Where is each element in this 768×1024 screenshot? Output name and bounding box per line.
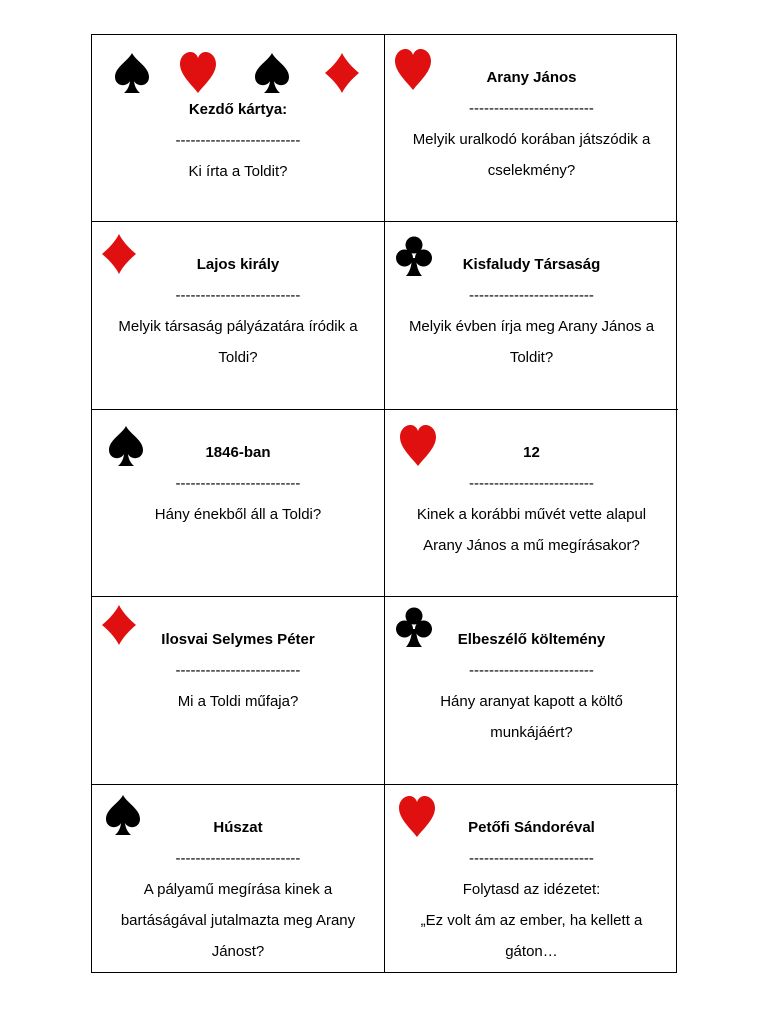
card-answer: Arany János	[486, 69, 577, 86]
card-question-line: munkájáért?	[490, 724, 573, 742]
card-grid	[91, 34, 677, 973]
card	[92, 785, 385, 972]
card	[385, 597, 678, 784]
card-answer: Ilosvai Selymes Péter	[161, 631, 315, 649]
card-question-line: bartáságával jutalmazta meg Arany	[120, 911, 356, 929]
card-question-line: gáton…	[505, 942, 558, 960]
card-question-line: Jánost?	[211, 942, 265, 960]
card-separator: -------------------------	[175, 849, 301, 867]
card-question-line: Arany János a mű megírásakor?	[423, 536, 640, 554]
card-question-line: Folytasd az idézetet:	[462, 880, 601, 898]
card-separator: -------------------------	[175, 474, 301, 492]
card	[92, 222, 385, 409]
card-answer: 1846-ban	[205, 443, 271, 461]
card-separator: -------------------------	[469, 287, 594, 305]
card-question-line: Melyik évben írja meg Arany János a	[408, 318, 655, 336]
suit-row	[92, 51, 384, 97]
spade-icon	[252, 51, 292, 95]
card-answer: Húszat	[213, 818, 263, 836]
card-question-line: Hány énekből áll a Toldi?	[154, 505, 322, 523]
card-question-line: Mi a Toldi műfaja?	[177, 693, 299, 711]
diamond-icon	[322, 51, 362, 95]
card-separator: -------------------------	[175, 132, 301, 149]
spade-icon	[112, 51, 152, 95]
card-answer: Lajos király	[196, 256, 280, 274]
card-answer: Petőfi Sándoréval	[468, 818, 595, 836]
card-question-line: Melyik társaság pályázatára íródik a	[118, 318, 358, 336]
card-question-line: Melyik uralkodó korában játszódik a	[412, 131, 651, 148]
card-separator: -------------------------	[175, 287, 301, 305]
heart-icon	[178, 51, 218, 95]
card-answer: Kezdő kártya:	[188, 101, 288, 118]
card-separator: -------------------------	[469, 662, 594, 680]
card-separator: -------------------------	[469, 474, 594, 492]
card-question-line: cselekmény?	[487, 162, 576, 179]
card	[92, 410, 385, 597]
card	[385, 410, 678, 597]
card-answer: 12	[523, 443, 540, 461]
card-answer: Kisfaludy Társaság	[462, 256, 601, 274]
card-question-line: Ki írta a Toldit?	[188, 163, 288, 180]
card-separator: -------------------------	[469, 100, 594, 117]
card-separator: -------------------------	[469, 849, 594, 867]
card-question-line: Hány aranyat kapott a költő	[440, 693, 623, 711]
card-question-line: Toldi?	[218, 349, 258, 367]
card-separator: -------------------------	[175, 662, 301, 680]
card-question-line: Toldit?	[509, 349, 554, 367]
card-answer: Elbeszélő költemény	[457, 631, 606, 649]
card-question-line: Kinek a korábbi művét vette alapul	[416, 505, 647, 523]
card-question-line: „Ez volt ám az ember, ha kellett a	[420, 911, 643, 929]
card	[385, 222, 678, 409]
card-question-line: A pályamű megírása kinek a	[143, 880, 333, 898]
card	[385, 785, 678, 972]
card	[92, 35, 385, 222]
card	[385, 35, 678, 222]
card	[92, 597, 385, 784]
